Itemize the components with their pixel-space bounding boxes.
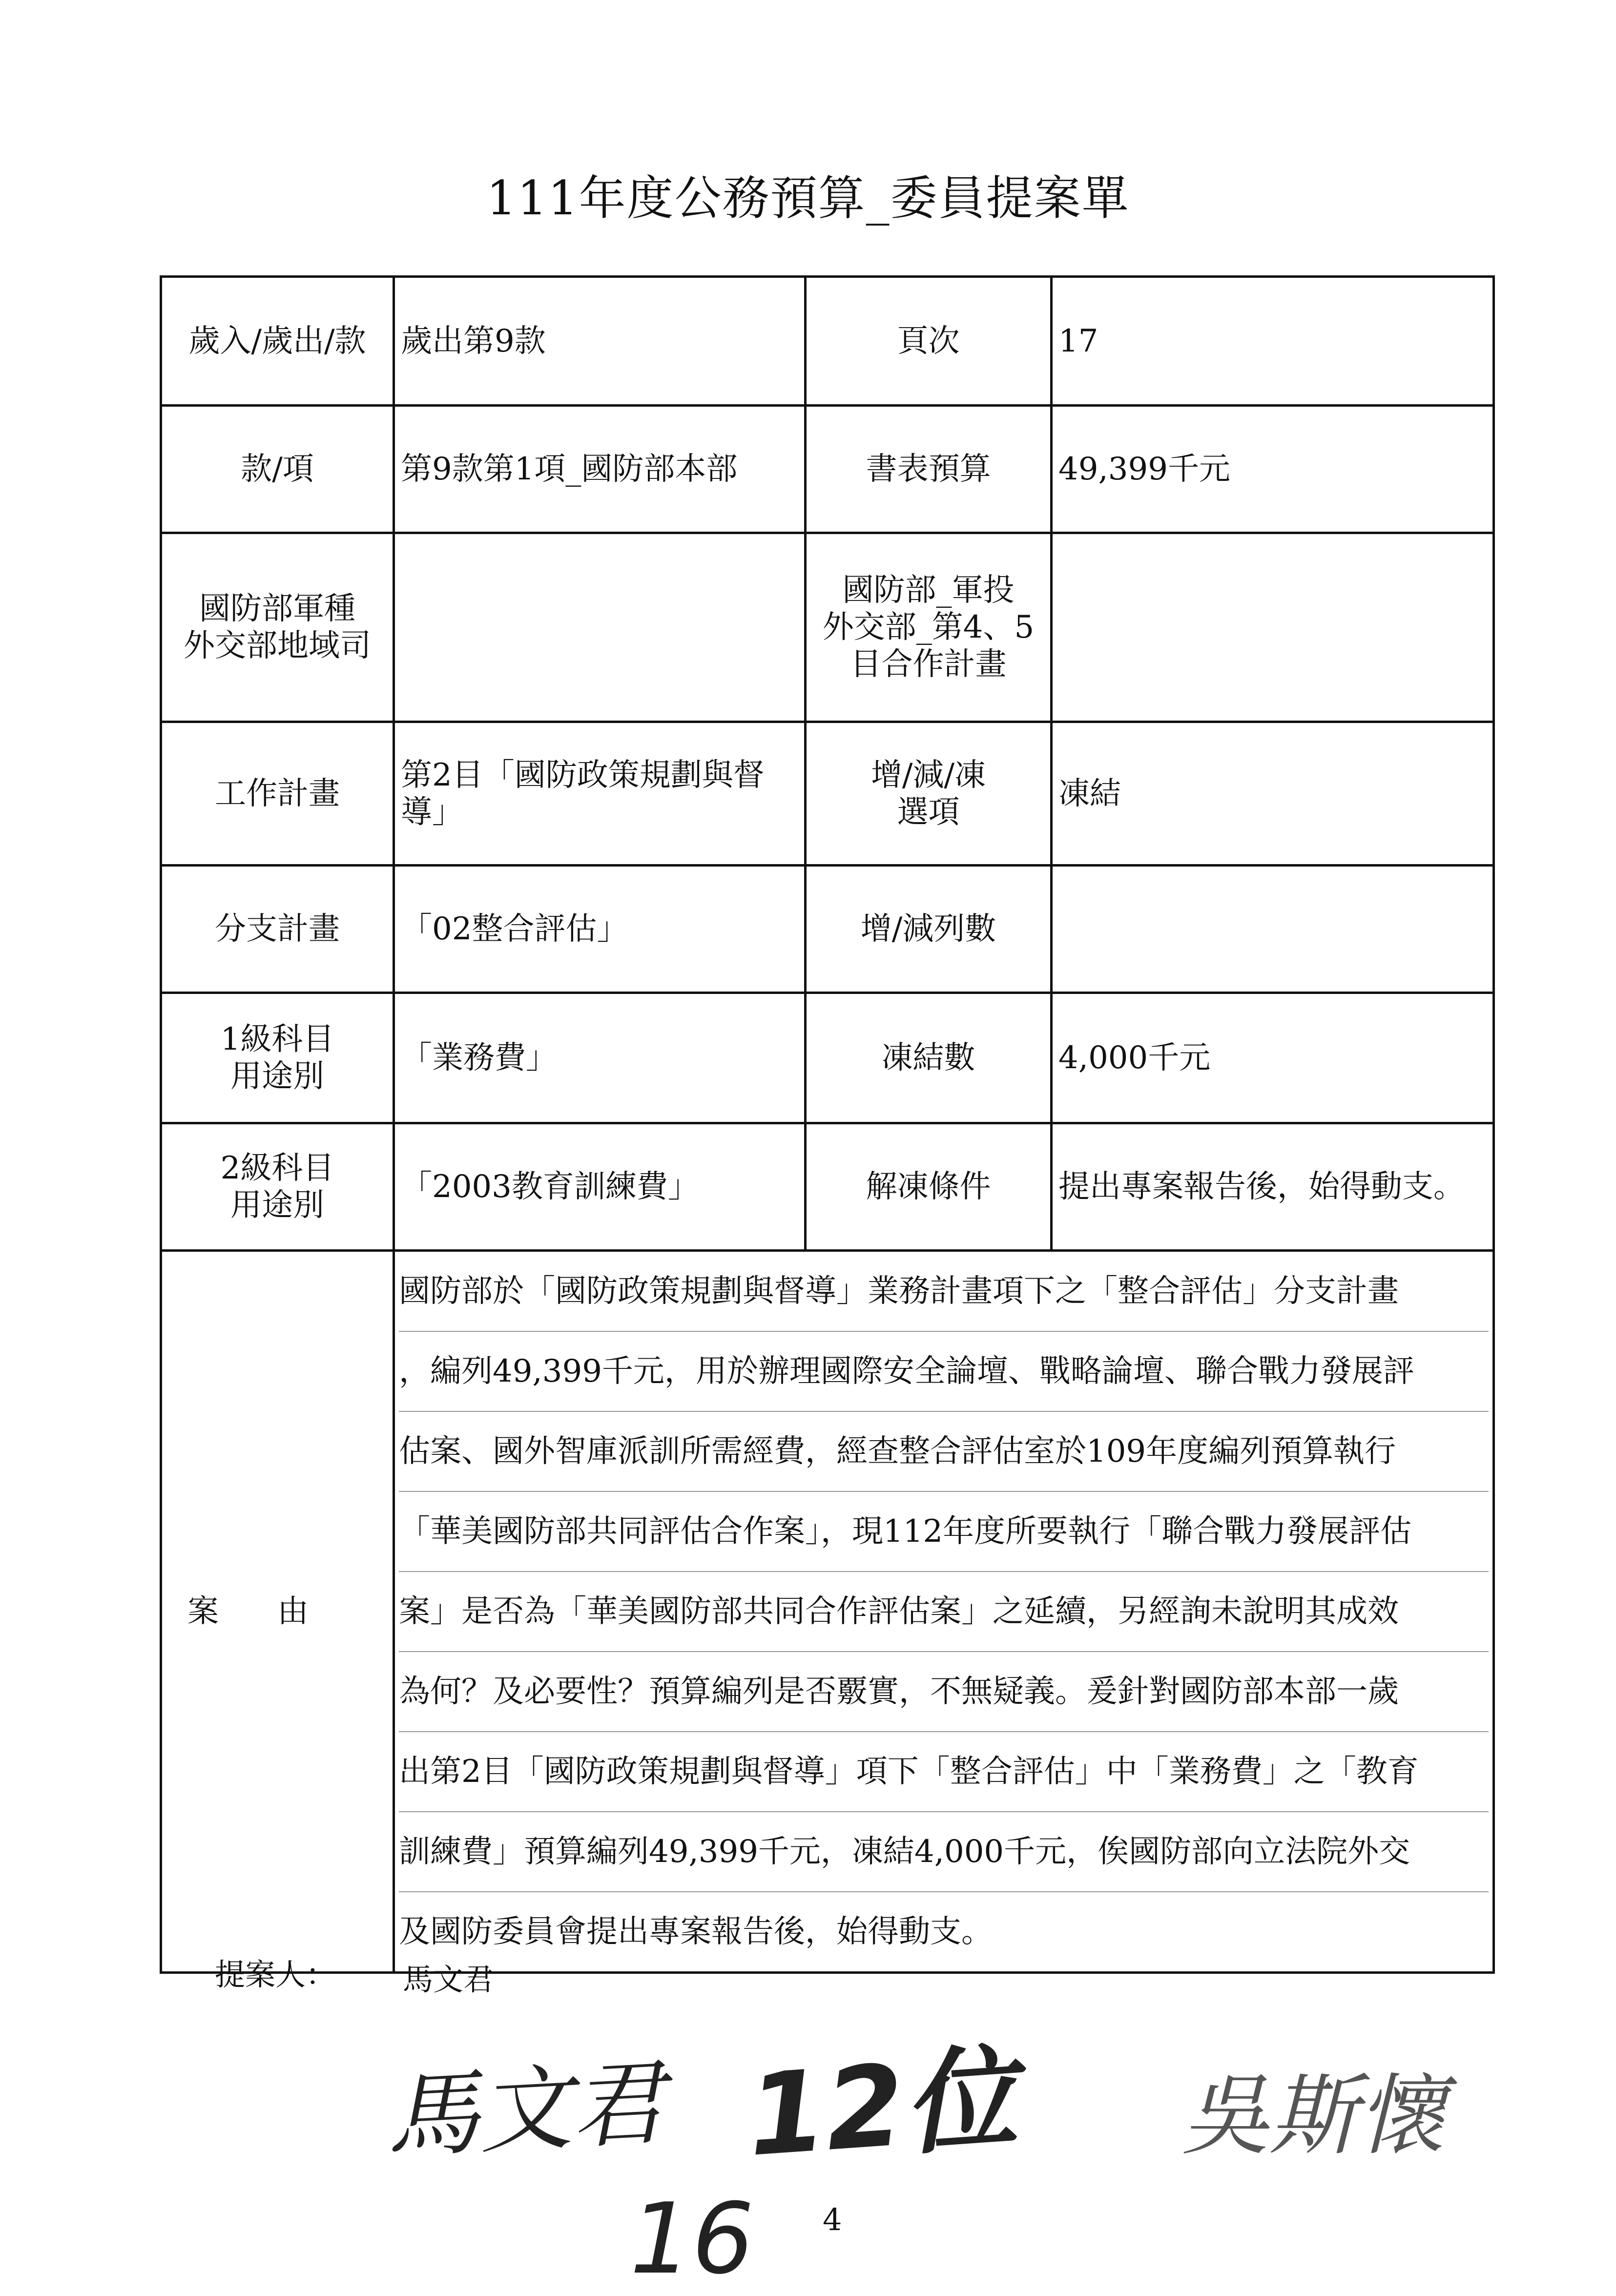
label-line: 外交部_第4、5	[822, 609, 1035, 645]
handwritten-number: 16	[630, 2182, 754, 2296]
field-value: 4,000千元	[1052, 993, 1494, 1123]
field-label: 解凍條件	[806, 1123, 1052, 1251]
field-value	[1052, 533, 1494, 722]
reason-line: 出第2目「國防政策規劃與督導」項下「整合評估」中「業務費」之「教育	[399, 1732, 1489, 1812]
label-line: 國防部_軍投	[842, 572, 1015, 608]
label-line: 2級科目	[220, 1150, 334, 1186]
field-label	[161, 993, 394, 1123]
table-row	[161, 722, 1494, 866]
reason-line: 為何？及必要性？預算編列是否覈實，不無疑義。爰針對國防部本部一歲	[399, 1652, 1489, 1732]
label-line: 選項	[897, 794, 960, 830]
proposer-label: 提案人：	[215, 1957, 336, 1992]
field-label: 頁次	[806, 277, 1052, 406]
field-label: 增/減列數	[806, 866, 1052, 993]
field-value	[394, 533, 806, 722]
label-line: 1級科目	[220, 1021, 334, 1057]
field-value: 49,399千元	[1052, 406, 1494, 533]
table-row	[161, 866, 1494, 993]
label-line: 用途別	[230, 1187, 324, 1223]
reason-line: ，編列49,399千元，用於辦理國際安全論壇、戰略論壇、聯合戰力發展評	[399, 1332, 1489, 1412]
field-value: 「業務費」	[394, 993, 806, 1123]
field-value	[1052, 866, 1494, 993]
field-label: 凍結數	[806, 993, 1052, 1123]
field-value: 提出專案報告後，始得動支。	[1052, 1123, 1494, 1251]
field-value: 凍結	[1052, 722, 1494, 866]
field-value: 「2003教育訓練費」	[394, 1123, 806, 1251]
field-value: 第2目「國防政策規劃與督導」	[394, 722, 806, 866]
label-line: 增/減/凍	[870, 757, 986, 793]
label-line: 目合作計畫	[850, 646, 1007, 683]
label-line: 用途別	[230, 1058, 324, 1095]
signature: 吳斯懷	[1181, 2065, 1446, 2167]
reason-label	[161, 1251, 394, 1973]
signature: 12位	[743, 2033, 1021, 2182]
reason-line: 「華美國防部共同評估合作案」，現112年度所要執行「聯合戰力發展評估	[399, 1492, 1489, 1572]
reason-line: 國防部於「國防政策規劃與督導」業務計畫項下之「整合評估」分支計畫	[399, 1252, 1489, 1332]
field-label: 款/項	[161, 406, 394, 533]
label-line: 外交部地域司	[184, 628, 371, 664]
document-title: 111年度公務預算_委員提案單	[486, 171, 1130, 226]
reason-text	[394, 1251, 1494, 1973]
reason-line: 估案、國外智庫派訓所需經費，經查整合評估室於109年度編列預算執行	[399, 1412, 1489, 1492]
field-value: 第9款第1項_國防部本部	[394, 406, 806, 533]
table-row	[161, 1123, 1494, 1251]
field-label: 分支計畫	[161, 866, 394, 993]
table-row	[161, 993, 1494, 1123]
field-label: 歲入/歲出/款	[161, 277, 394, 406]
reason-line: 及國防委員會提出專案報告後，始得動支。	[399, 1914, 993, 1950]
reason-label-text: 案由	[187, 1593, 367, 1630]
proposal-table	[160, 275, 1495, 1974]
reason-line: 案」是否為「華美國防部共同合作評估案」之延續，另經詢未說明其成效	[399, 1572, 1489, 1652]
field-label: 書表預算	[806, 406, 1052, 533]
label-line: 國防部軍種	[199, 591, 355, 627]
signature: 馬文君	[383, 2049, 667, 2172]
field-label	[806, 722, 1052, 866]
field-label: 工作計畫	[161, 722, 394, 866]
field-value: 17	[1052, 277, 1494, 406]
page-number: 4	[823, 2202, 842, 2237]
field-label	[161, 1123, 394, 1251]
proposer-name: 馬文君	[403, 1962, 494, 1997]
field-label	[806, 533, 1052, 722]
field-value: 「02整合評估」	[394, 866, 806, 993]
field-value: 歲出第9款	[394, 277, 806, 406]
table-row	[161, 277, 1494, 406]
reason-row	[161, 1251, 1494, 1973]
table-row	[161, 533, 1494, 722]
reason-line: 訓練費」預算編列49,399千元，凍結4,000千元，俟國防部向立法院外交	[399, 1812, 1489, 1892]
field-label	[161, 533, 394, 722]
table-row	[161, 406, 1494, 533]
